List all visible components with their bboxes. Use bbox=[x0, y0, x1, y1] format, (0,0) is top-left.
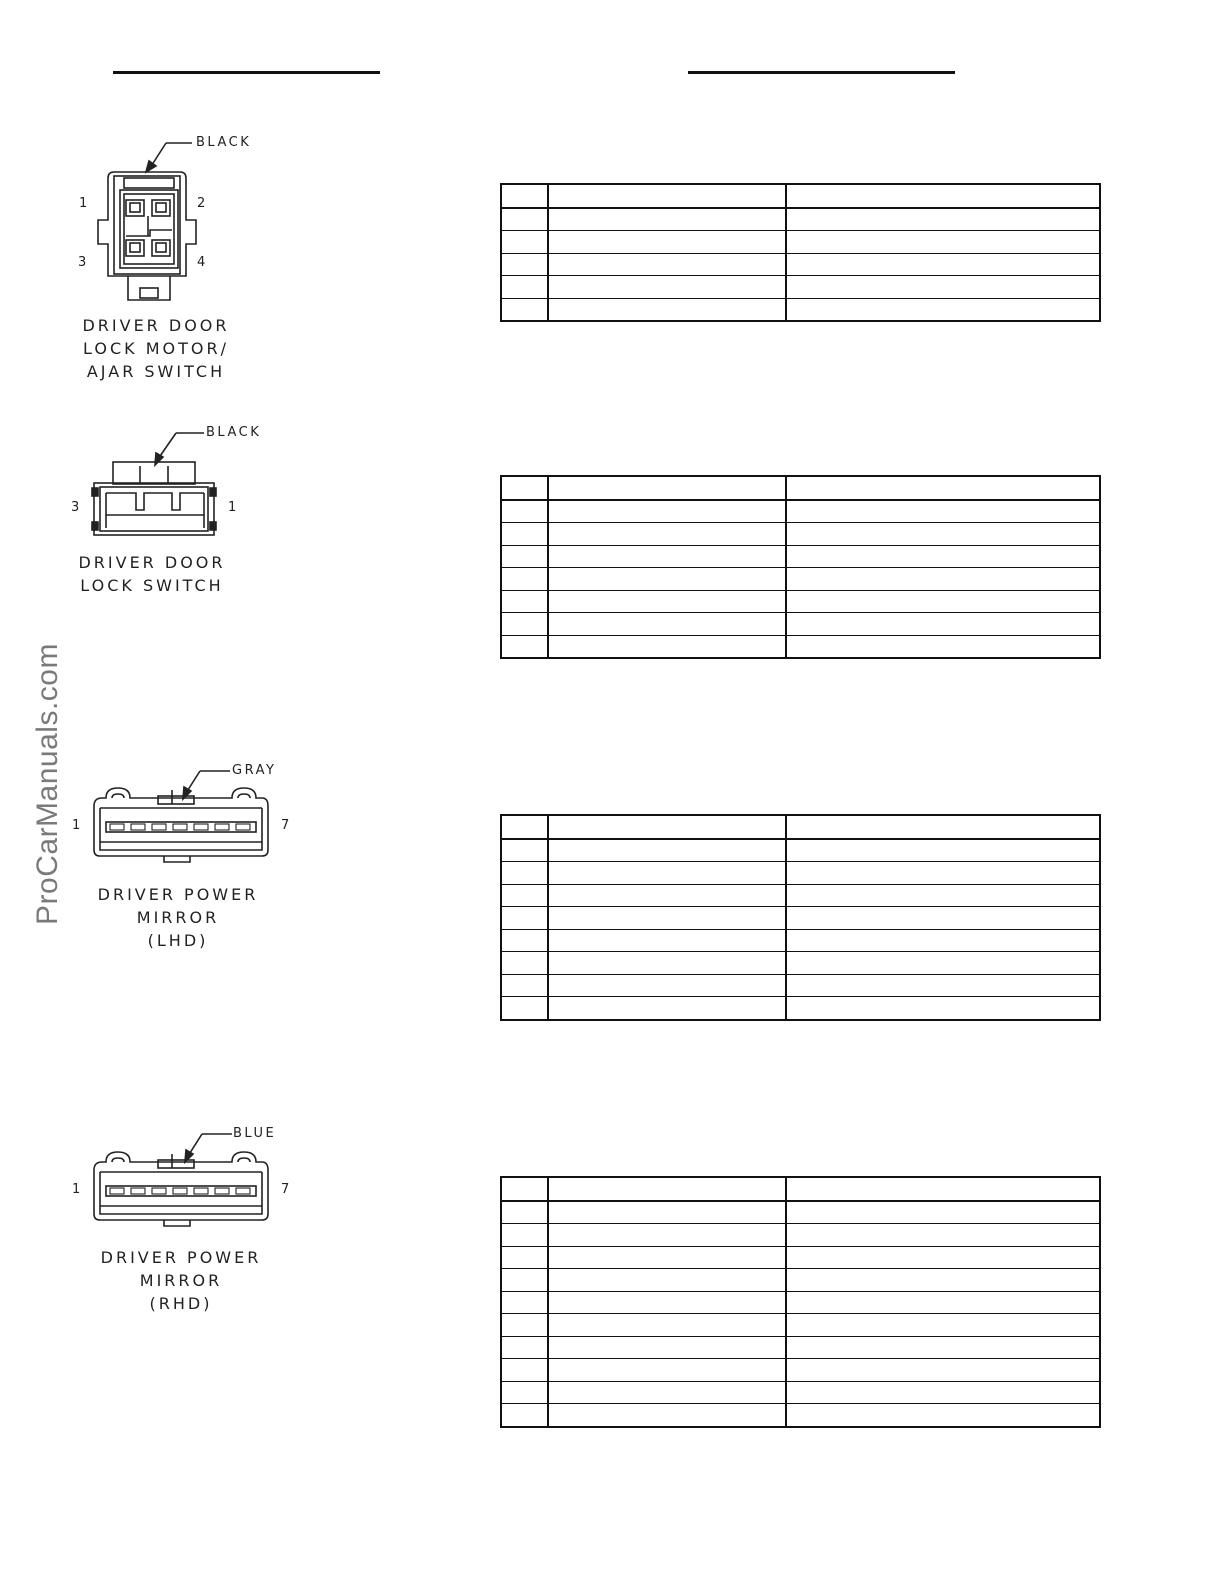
pin-number: 7 bbox=[281, 818, 290, 833]
circuit-cell bbox=[548, 1404, 786, 1427]
function-cell bbox=[786, 208, 1100, 231]
cavity-cell bbox=[501, 1269, 548, 1292]
wire-color-label: BLUE bbox=[233, 1126, 277, 1141]
connector-name-line: DRIVER DOOR bbox=[78, 553, 226, 572]
cavity-cell bbox=[501, 1246, 548, 1269]
cavity-cell bbox=[501, 1359, 548, 1382]
function-cell bbox=[786, 635, 1100, 658]
connector-name-line: (LHD) bbox=[147, 931, 209, 950]
circuit-cell bbox=[548, 635, 786, 658]
circuit-cell bbox=[548, 545, 786, 568]
cavity-cell bbox=[501, 635, 548, 658]
circuit-cell bbox=[548, 1246, 786, 1269]
cavity-cell bbox=[501, 1291, 548, 1314]
pin-number: 1 bbox=[72, 818, 81, 833]
function-cell bbox=[786, 298, 1100, 321]
table-row bbox=[501, 1224, 1100, 1247]
pin-table bbox=[500, 183, 1101, 322]
pin-table bbox=[500, 475, 1101, 659]
cavity-cell bbox=[501, 974, 548, 997]
cavity-cell bbox=[501, 231, 548, 254]
connector-name-line: DRIVER POWER bbox=[100, 1248, 262, 1267]
circuit-cell bbox=[548, 1201, 786, 1224]
table-row bbox=[501, 1404, 1100, 1427]
circuit-cell bbox=[548, 907, 786, 930]
circuit-cell bbox=[548, 1291, 786, 1314]
circuit-cell bbox=[548, 231, 786, 254]
wire-color-label: GRAY bbox=[232, 763, 277, 778]
circuit-cell bbox=[548, 815, 786, 839]
table-row bbox=[501, 1246, 1100, 1269]
table-row bbox=[501, 929, 1100, 952]
table-header-row bbox=[501, 184, 1100, 208]
circuit-cell bbox=[548, 1381, 786, 1404]
pin-number: 3 bbox=[78, 255, 87, 270]
circuit-cell bbox=[548, 929, 786, 952]
cavity-cell bbox=[501, 1336, 548, 1359]
function-cell bbox=[786, 1246, 1100, 1269]
function-cell bbox=[786, 929, 1100, 952]
header-rule-right bbox=[688, 71, 955, 74]
cavity-cell bbox=[501, 184, 548, 208]
cavity-cell bbox=[501, 952, 548, 975]
function-cell bbox=[786, 1177, 1100, 1201]
pin-number: 7 bbox=[281, 1182, 290, 1197]
cavity-cell bbox=[501, 1314, 548, 1337]
circuit-cell bbox=[548, 523, 786, 546]
function-cell bbox=[786, 952, 1100, 975]
function-cell bbox=[786, 815, 1100, 839]
cavity-cell bbox=[501, 298, 548, 321]
circuit-cell bbox=[548, 1177, 786, 1201]
wire-color-label: BLACK bbox=[206, 425, 262, 440]
cavity-cell bbox=[501, 1201, 548, 1224]
table-row bbox=[501, 884, 1100, 907]
connector-name-line: LOCK MOTOR/ bbox=[83, 339, 229, 358]
table-row bbox=[501, 568, 1100, 591]
pin-number: 2 bbox=[197, 196, 206, 211]
table-row bbox=[501, 1359, 1100, 1382]
function-cell bbox=[786, 1314, 1100, 1337]
cavity-cell bbox=[501, 1177, 548, 1201]
circuit-cell bbox=[548, 1359, 786, 1382]
cavity-cell bbox=[501, 253, 548, 276]
cavity-cell bbox=[501, 208, 548, 231]
cavity-cell bbox=[501, 568, 548, 591]
circuit-cell bbox=[548, 500, 786, 523]
function-cell bbox=[786, 568, 1100, 591]
function-cell bbox=[786, 523, 1100, 546]
connector-name-line: DRIVER DOOR bbox=[82, 316, 230, 335]
table-row bbox=[501, 276, 1100, 299]
connector-name-line: AJAR SWITCH bbox=[86, 362, 226, 381]
connector-name-line: MIRROR bbox=[139, 1271, 223, 1290]
function-cell bbox=[786, 1336, 1100, 1359]
cavity-cell bbox=[501, 500, 548, 523]
table-row bbox=[501, 1291, 1100, 1314]
table-row bbox=[501, 1269, 1100, 1292]
function-cell bbox=[786, 500, 1100, 523]
circuit-cell bbox=[548, 1224, 786, 1247]
table-row bbox=[501, 208, 1100, 231]
cavity-cell bbox=[501, 613, 548, 636]
function-cell bbox=[786, 545, 1100, 568]
pin-number: 1 bbox=[79, 196, 88, 211]
table-row bbox=[501, 1336, 1100, 1359]
table-row bbox=[501, 253, 1100, 276]
cavity-cell bbox=[501, 884, 548, 907]
connector-name-line: LOCK SWITCH bbox=[80, 576, 224, 595]
circuit-cell bbox=[548, 974, 786, 997]
cavity-cell bbox=[501, 862, 548, 885]
pin-table bbox=[500, 814, 1101, 1021]
cavity-cell bbox=[501, 815, 548, 839]
cavity-cell bbox=[501, 590, 548, 613]
table-row bbox=[501, 545, 1100, 568]
table-row bbox=[501, 1201, 1100, 1224]
connector-name bbox=[66, 1246, 296, 1315]
circuit-cell bbox=[548, 884, 786, 907]
table-row bbox=[501, 1381, 1100, 1404]
function-cell bbox=[786, 476, 1100, 500]
function-cell bbox=[786, 231, 1100, 254]
circuit-cell bbox=[548, 476, 786, 500]
cavity-cell bbox=[501, 545, 548, 568]
pin-number: 4 bbox=[197, 255, 206, 270]
cavity-cell bbox=[501, 839, 548, 862]
table-row bbox=[501, 952, 1100, 975]
circuit-cell bbox=[548, 590, 786, 613]
function-cell bbox=[786, 1224, 1100, 1247]
circuit-cell bbox=[548, 568, 786, 591]
table-row bbox=[501, 1314, 1100, 1337]
circuit-cell bbox=[548, 298, 786, 321]
function-cell bbox=[786, 1269, 1100, 1292]
table-row bbox=[501, 613, 1100, 636]
table-row bbox=[501, 590, 1100, 613]
function-cell bbox=[786, 1381, 1100, 1404]
function-cell bbox=[786, 1291, 1100, 1314]
circuit-cell bbox=[548, 208, 786, 231]
table-row bbox=[501, 862, 1100, 885]
pin-number: 1 bbox=[228, 500, 237, 515]
watermark: ProCarManuals.com bbox=[31, 643, 64, 925]
pin-number: 3 bbox=[71, 500, 80, 515]
cavity-cell bbox=[501, 929, 548, 952]
function-cell bbox=[786, 974, 1100, 997]
connector-diagram-7-pin bbox=[0, 0, 320, 1260]
table-row bbox=[501, 974, 1100, 997]
table-row bbox=[501, 298, 1100, 321]
pin-number: 1 bbox=[72, 1182, 81, 1197]
circuit-cell bbox=[548, 1336, 786, 1359]
function-cell bbox=[786, 276, 1100, 299]
circuit-cell bbox=[548, 839, 786, 862]
cavity-cell bbox=[501, 476, 548, 500]
table-header-row bbox=[501, 815, 1100, 839]
circuit-cell bbox=[548, 613, 786, 636]
table-header-row bbox=[501, 476, 1100, 500]
circuit-cell bbox=[548, 1314, 786, 1337]
cavity-cell bbox=[501, 1404, 548, 1427]
function-cell bbox=[786, 253, 1100, 276]
function-cell bbox=[786, 1404, 1100, 1427]
table-header-row bbox=[501, 1177, 1100, 1201]
function-cell bbox=[786, 907, 1100, 930]
cavity-cell bbox=[501, 523, 548, 546]
cavity-cell bbox=[501, 1224, 548, 1247]
circuit-cell bbox=[548, 997, 786, 1020]
function-cell bbox=[786, 1359, 1100, 1382]
cavity-cell bbox=[501, 907, 548, 930]
pin-table bbox=[500, 1176, 1101, 1428]
cavity-cell bbox=[501, 276, 548, 299]
table-row bbox=[501, 839, 1100, 862]
function-cell bbox=[786, 613, 1100, 636]
function-cell bbox=[786, 590, 1100, 613]
circuit-cell bbox=[548, 862, 786, 885]
function-cell bbox=[786, 839, 1100, 862]
cavity-cell bbox=[501, 997, 548, 1020]
connector-name-line: (RHD) bbox=[149, 1294, 213, 1313]
circuit-cell bbox=[548, 952, 786, 975]
function-cell bbox=[786, 997, 1100, 1020]
cavity-cell bbox=[501, 1381, 548, 1404]
circuit-cell bbox=[548, 184, 786, 208]
connector-name-line: MIRROR bbox=[136, 908, 220, 927]
circuit-cell bbox=[548, 253, 786, 276]
table-row bbox=[501, 997, 1100, 1020]
table-row bbox=[501, 635, 1100, 658]
function-cell bbox=[786, 1201, 1100, 1224]
wire-color-label: BLACK bbox=[196, 135, 252, 150]
function-cell bbox=[786, 184, 1100, 208]
circuit-cell bbox=[548, 276, 786, 299]
table-row bbox=[501, 231, 1100, 254]
table-row bbox=[501, 523, 1100, 546]
connector-name-line: DRIVER POWER bbox=[97, 885, 259, 904]
function-cell bbox=[786, 862, 1100, 885]
table-row bbox=[501, 907, 1100, 930]
function-cell bbox=[786, 884, 1100, 907]
circuit-cell bbox=[548, 1269, 786, 1292]
table-row bbox=[501, 500, 1100, 523]
